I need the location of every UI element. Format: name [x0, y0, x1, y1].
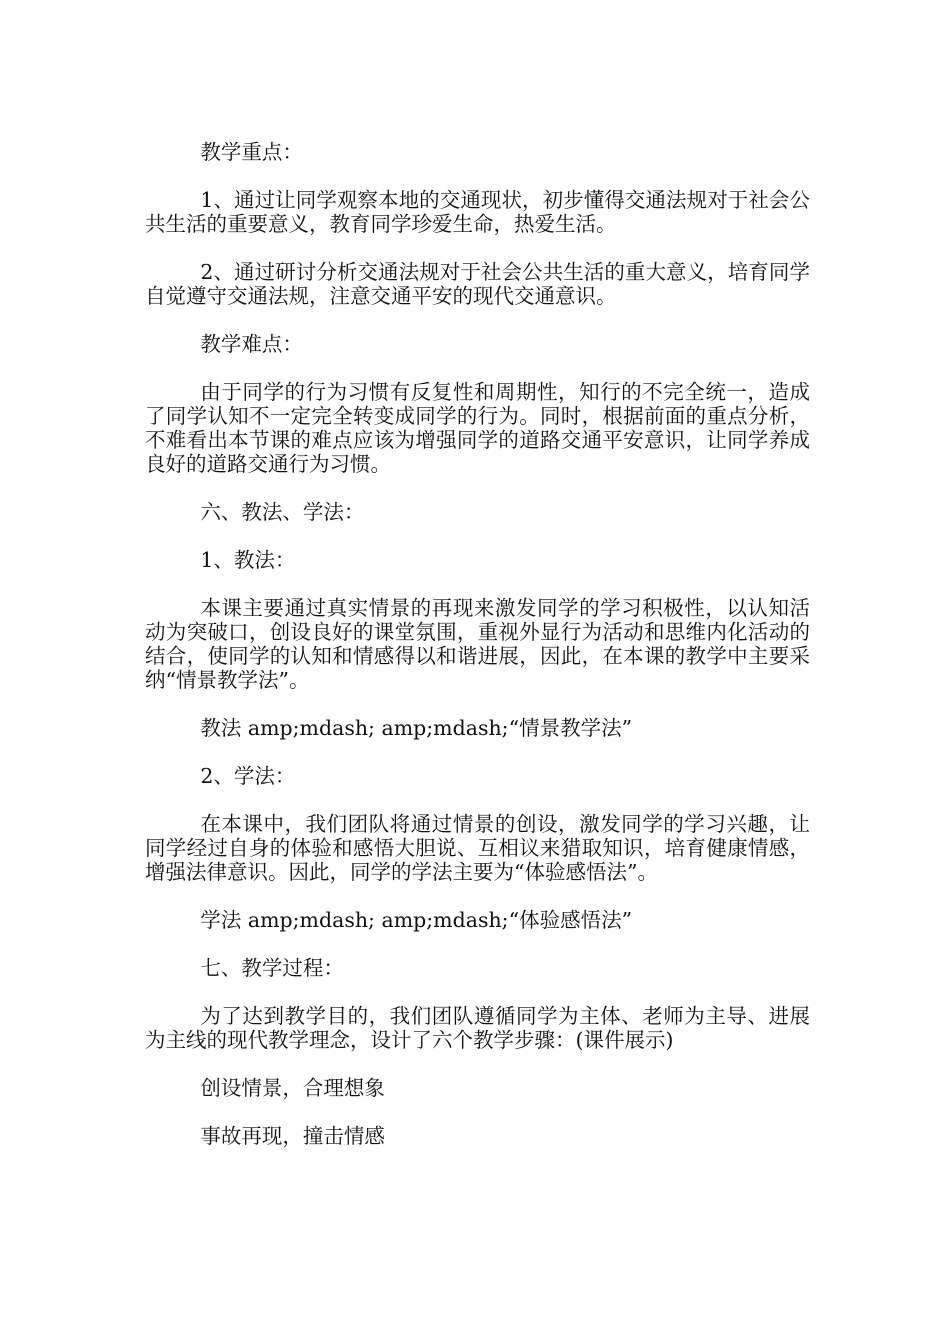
subheading-learning-method: 2、学法：: [200, 764, 296, 788]
learning-method-paragraph: 在本课中，我们团队将通过情景的创设，激发同学的学习兴趣，让同学经过自身的体验和感悟大胆说、互相议来猎取知识，培育健康情感，增强法律意识。因此，同学的学法主要为“体验感悟法”。: [145, 812, 810, 884]
focus-item-1: 1、通过让同学观察本地的交通现状，初步懂得交通法规对于社会公共生活的重要意义，教育同学珍爱生命，热爱生活。: [145, 188, 810, 236]
heading-methods: 六、教法、学法：: [200, 500, 365, 524]
step-accident-replay: 事故再现，撞击情感: [200, 1124, 385, 1148]
step-create-scenario: 创设情景，合理想象: [200, 1076, 385, 1100]
learning-method-summary: 学法 amp;mdash; amp;mdash;“体验感悟法”: [200, 908, 633, 932]
heading-teaching-process: 七、教学过程：: [200, 956, 344, 980]
teaching-method-paragraph: 本课主要通过真实情景的再现来激发同学的学习积极性，以认知活动为突破口，创设良好的课堂氛围，重视外显行为活动和思维内化活动的结合，使同学的认知和情感得以和谐进展，因此，在本课的教学中主要采纳“情景教学法”。: [145, 596, 810, 692]
subheading-teaching-method: 1、教法：: [200, 548, 296, 572]
teaching-process-paragraph: 为了达到教学目的，我们团队遵循同学为主体、老师为主导、进展为主线的现代教学理念，设计了六个教学步骤：(课件展示): [145, 1004, 810, 1052]
difficulty-paragraph: 由于同学的行为习惯有反复性和周期性，知行的不完全统一，造成了同学认知不一定完全转变成同学的行为。同时，根据前面的重点分析，不难看出本节课的难点应该为增强同学的道路交通平安意识，让同学养成良好的道路交通行为习惯。: [145, 380, 810, 476]
heading-teaching-focus: 教学重点：: [200, 140, 303, 164]
heading-teaching-difficulty: 教学难点：: [200, 332, 303, 356]
document-body: [145, 140, 810, 1172]
focus-item-2: 2、通过研讨分析交通法规对于社会公共生活的重大意义，培育同学自觉遵守交通法规，注意交通平安的现代交通意识。: [145, 260, 810, 308]
teaching-method-summary: 教法 amp;mdash; amp;mdash;“情景教学法”: [200, 716, 633, 740]
